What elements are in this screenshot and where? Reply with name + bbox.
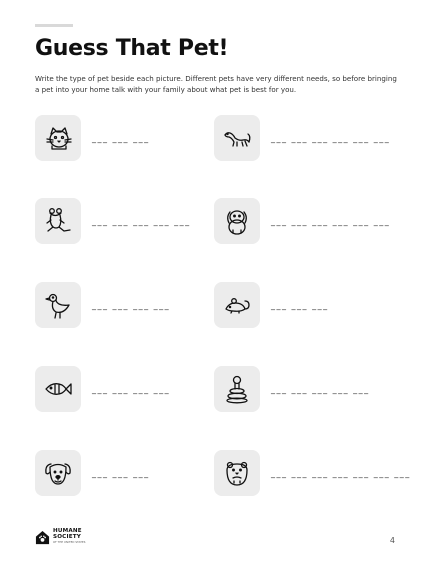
pet-item-fish [35, 366, 170, 412]
mouse-icon [221, 289, 253, 321]
cat-icon [42, 122, 74, 154]
pet-tile [214, 450, 260, 496]
pet-tile [214, 115, 260, 161]
answer-blanks[interactable]: ___ ___ ___ [92, 133, 150, 143]
pet-tile [35, 198, 81, 244]
answer-blanks[interactable]: ___ ___ ___ ___ [92, 300, 171, 310]
dog-icon [42, 457, 74, 489]
answer-blanks[interactable]: ___ ___ ___ ___ ___ [271, 384, 370, 394]
frog-icon [42, 205, 74, 237]
pet-tile [35, 450, 81, 496]
pet-tile [214, 366, 260, 412]
answer-blanks[interactable]: ___ ___ ___ ___ ___ ___ [271, 133, 391, 143]
pet-item-dog [35, 450, 150, 496]
pet-item-mouse [214, 282, 329, 328]
ferret-icon [221, 122, 253, 154]
pet-tile [35, 282, 81, 328]
answer-blanks[interactable]: ___ ___ ___ ___ ___ ___ ___ [271, 468, 411, 478]
fish-icon [42, 373, 74, 405]
pet-item-snake [214, 366, 370, 412]
logo-line-1: HUMANE [53, 528, 82, 534]
pet-tile [214, 282, 260, 328]
pet-item-bird [35, 282, 170, 328]
hamster-icon [221, 457, 253, 489]
answer-blanks[interactable]: ___ ___ ___ ___ ___ ___ [271, 216, 391, 226]
pet-item-cat [35, 115, 150, 161]
pet-tile [35, 115, 81, 161]
page-number: 4 [389, 536, 395, 545]
pet-item-ferret [214, 115, 390, 161]
pet-item-frog [35, 198, 191, 244]
snake-icon [221, 373, 253, 405]
logo-tagline: OF THE UNITED STATES [53, 541, 86, 545]
logo-line-2: SOCIETY [53, 533, 82, 540]
pet-item-hamster [214, 450, 411, 496]
page-title: Guess That Pet! [35, 36, 229, 61]
top-accent-bar [35, 24, 73, 27]
pet-tile [35, 366, 81, 412]
humane-society-logo [35, 529, 85, 546]
answer-blanks[interactable]: ___ ___ ___ ___ [92, 384, 171, 394]
pet-tile [214, 198, 260, 244]
bird-icon [42, 289, 74, 321]
answer-blanks[interactable]: ___ ___ ___ ___ ___ [92, 216, 191, 226]
pet-item-rabbit [214, 198, 390, 244]
humane-society-logo-icon [35, 530, 50, 545]
rabbit-icon [221, 205, 253, 237]
logo-wordmark [53, 529, 85, 546]
answer-blanks[interactable]: ___ ___ ___ [92, 468, 150, 478]
instructions-text: Write the type of pet beside each picture. Different pets have very different needs, so before bringing a pet into your home talk with your family about what pet is best for you. [35, 74, 397, 94]
answer-blanks[interactable]: ___ ___ ___ [271, 300, 329, 310]
